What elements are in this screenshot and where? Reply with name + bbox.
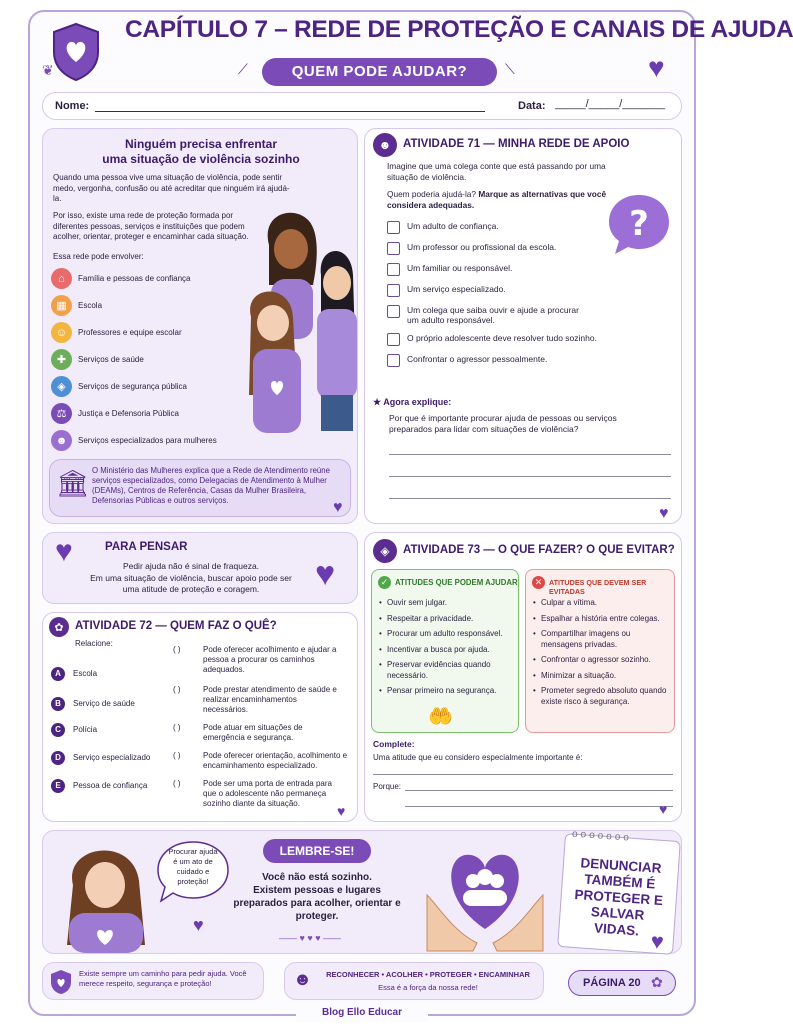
network-item-label: Serviços de segurança pública [78, 382, 187, 391]
good-list [378, 598, 514, 702]
house-icon: ⌂ [51, 268, 72, 289]
good-item: • Ouvir sem julgar. [378, 598, 514, 609]
network-item-label: Serviços especializados para mulheres [78, 436, 217, 445]
bad-item: • Confrontar o agressor sozinho. [532, 655, 672, 666]
good-item: • Pensar primeiro na segurança. [378, 686, 514, 697]
remember-line-1: Você não está sozinho. [262, 872, 372, 883]
check-icon: ✓ [378, 576, 391, 589]
option-label: Confrontar o agressor pessoalmente. [407, 354, 548, 364]
footer-mid-subtitle: Essa é a força da nossa rede! [378, 983, 478, 992]
option-label: O próprio adolescente deve resolver tudo sozinho. [407, 333, 597, 343]
bad-item: • Espalhar a história entre colegas. [532, 614, 672, 625]
shield-heart-icon [50, 22, 102, 82]
activity-73-title: ATIVIDADE 73 — O QUE FAZER? O QUE EVITAR? [403, 544, 675, 556]
spark-right-icon: ⟍ [505, 61, 515, 77]
match-description: Pode oferecer acolhimento e ajudar a pessoa a procurar os caminhos adequados. [203, 645, 337, 674]
intro-paragraph-1: Quando uma pessoa vive uma situação de violência, pode sentir medo, vergonha, confusão ou até acreditar que ninguém irá ajudá-la. [53, 173, 290, 203]
option-row[interactable] [387, 263, 602, 276]
why-answer-lines[interactable] [405, 777, 673, 807]
intro-title [43, 137, 359, 167]
notepad-note [557, 828, 681, 955]
option-row[interactable] [387, 333, 627, 346]
good-title: ATITUDES QUE PODEM AJUDAR [395, 578, 518, 587]
page-subtitle: QUEM PODE AJUDAR? [262, 58, 497, 86]
ministry-note [49, 459, 351, 517]
good-attitudes-box [371, 569, 519, 733]
activity-71-question [387, 189, 627, 210]
letter-badge: E [51, 779, 65, 793]
flower-icon: ✿ [651, 974, 663, 990]
heart-icon: ♥ [315, 555, 336, 593]
match-description: Pode atuar em situações de emergência e segurança. [203, 723, 303, 742]
match-blank[interactable]: ( ) [173, 645, 181, 654]
group-icon: ☻ [293, 969, 312, 989]
match-blank[interactable]: ( ) [173, 723, 181, 732]
group-icon: ☻ [51, 430, 72, 451]
explain-answer-lines[interactable] [389, 441, 671, 499]
spark-left-icon: ⟋ [238, 61, 248, 77]
complete-label: Complete: [373, 739, 415, 749]
network-item-label: Professores e equipe escolar [78, 328, 182, 337]
match-description: Pode oferecer orientação, acolhimento e encaminhamento especializado. [203, 751, 348, 770]
think-line-2: Em uma situação de violência, buscar apoio pode ser uma atitude de proteção e coragem. [90, 572, 292, 594]
teacher-icon: ☺ [51, 322, 72, 343]
good-item: • Respeitar a privacidade. [378, 614, 514, 625]
heart-icon: ♥ [649, 928, 665, 955]
footer-mid-card [284, 962, 544, 1000]
network-item-label: Justiça e Defensoria Pública [78, 409, 179, 418]
remember-text [231, 871, 403, 923]
close-icon: ✕ [532, 576, 545, 589]
letter-badge: A [51, 667, 65, 681]
activity-71-title: ATIVIDADE 71 — MINHA REDE DE APOIO [403, 138, 630, 150]
page-title: CAPÍTULO 7 – REDE DE PROTEÇÃO E CANAIS DE AJUDA [125, 16, 793, 43]
bad-attitudes-box [525, 569, 675, 733]
remember-title: LEMBRE-SE! [263, 839, 371, 863]
bad-list [532, 598, 672, 712]
explain-heading [373, 397, 451, 408]
match-blank[interactable]: ( ) [173, 751, 181, 760]
complete-answer-line[interactable] [373, 761, 673, 775]
notepad-text: DENUNCIAR TAMBÉM É PROTEGER E SALVAR VIDAS. [574, 855, 664, 939]
checkbox[interactable] [387, 242, 400, 255]
question-prefix: Quem poderia ajudá-la? [387, 189, 477, 199]
spiral-binding-icon: ooooooo [571, 828, 633, 844]
letter-badge: C [51, 723, 65, 737]
intro-paragraph-2: Por isso, existe uma rede de proteção formada por diferentes pessoas, serviços e instituições que podem acolher, orientar, proteger e encaminhar cada situação. [53, 211, 249, 241]
good-item: • Incentivar a busca por ajuda. [378, 645, 514, 656]
option-row[interactable] [387, 221, 597, 234]
bad-item: • Culpar a vítima. [532, 598, 672, 609]
checkbox[interactable] [387, 284, 400, 297]
option-label: Um serviço especializado. [407, 284, 506, 294]
think-title: PARA PENSAR [105, 541, 188, 553]
checkbox[interactable] [387, 305, 400, 318]
option-label: Um colega que saiba ouvir e ajude a procurar um adulto responsável. [407, 305, 579, 325]
activity-72-title: ATIVIDADE 72 — QUEM FAZ O QUÊ? [75, 620, 277, 632]
hands-holding-heart-illustration [423, 835, 547, 953]
support-options [387, 221, 602, 375]
good-item: • Procurar um adulto responsável. [378, 629, 514, 640]
name-field[interactable] [95, 111, 485, 112]
checkbox[interactable] [387, 333, 400, 346]
match-blank[interactable]: ( ) [173, 685, 181, 694]
girl-pointing-illustration [53, 835, 163, 953]
heart-icon: ♥ [55, 535, 73, 568]
option-row[interactable] [387, 242, 602, 255]
date-field[interactable]: _____/_____/_______ [555, 98, 666, 110]
network-item-label: Família e pessoas de confiança [78, 274, 191, 283]
think-text [81, 561, 301, 596]
checkbox[interactable] [387, 221, 400, 234]
explain-label: Agora explique: [383, 397, 452, 407]
match-left-label: Escola [73, 669, 98, 678]
option-label: Um professor ou profissional da escola. [407, 242, 557, 252]
network-item-label: Escola [78, 301, 103, 310]
bad-item: • Minimizar a situação. [532, 671, 672, 682]
why-label: Porque: [373, 782, 402, 791]
network-item-label: Serviços de saúde [78, 355, 144, 364]
option-row[interactable] [387, 354, 602, 367]
match-left-label: Polícia [73, 725, 98, 734]
option-label: Um familiar ou responsável. [407, 263, 513, 273]
match-left-label: Serviço de saúde [73, 699, 135, 708]
activity-71-card [364, 128, 682, 524]
good-item: • Preservar evidências quando necessário. [378, 660, 514, 681]
gear-badge-icon: ✿ [49, 617, 69, 637]
intro-title-line2: uma situação de violência sozinho [102, 152, 300, 166]
heart-icon: ♥ [648, 52, 665, 83]
intro-title-line1: Ninguém precisa enfrentar [124, 137, 278, 151]
star-icon: ★ [373, 397, 382, 407]
school-icon: ▦ [51, 295, 72, 316]
letter-badge: B [51, 697, 65, 711]
svg-text:?: ? [629, 204, 649, 244]
remember-banner [42, 830, 682, 954]
shield-icon: ◈ [51, 376, 72, 397]
date-label: Data: [518, 100, 546, 112]
activity-73-card [364, 532, 682, 822]
shield-heart-icon [49, 969, 73, 995]
activity-72-card [42, 612, 358, 822]
heart-icon: ♥ [659, 505, 669, 522]
footer-left-text: Existe sempre um caminho para pedir ajuda. Você merece respeito, segurança e proteção! [79, 969, 247, 988]
name-date-bar [42, 92, 682, 120]
bad-item: • Compartilhar imagens ou mensagens privadas. [532, 629, 672, 650]
ministry-text: O Ministério das Mulheres explica que a Rede de Atendimento reúne serviços especializados, como Delegacias de Atendimento à Mulher (DEAMs), Centros de Referência, Casas da Mulher Brasileira, Defensorias Públicas e outros serviços. [92, 466, 330, 505]
activity-71-intro: Imagine que uma colega conte que está passando por uma situação de violência. [387, 161, 606, 182]
question-bold: Marque as alternativas que você considera adequadas. [387, 189, 607, 210]
letter-badge: D [51, 751, 65, 765]
bad-title: ATITUDES QUE DEVEM SER EVITADAS [549, 578, 647, 596]
complete-question: Uma atitude que eu considero especialmente importante é: [373, 753, 583, 762]
hands-heart-icon: 🤲 [428, 706, 453, 728]
group-badge-icon: ☻ [373, 133, 397, 157]
footer-left-card [42, 962, 264, 1000]
laurel-left-icon: ❦ [42, 62, 54, 78]
page-number-badge [568, 970, 676, 996]
health-kit-icon: ✚ [51, 349, 72, 370]
explain-question: Por que é importante procurar ajuda de pessoas ou serviços preparados para lidar com situações de violência? [389, 413, 617, 434]
think-line-1: Pedir ajuda não é sinal de fraqueza. [122, 561, 260, 571]
think-card [42, 532, 358, 604]
match-blank[interactable]: ( ) [173, 779, 181, 788]
intro-card [42, 128, 358, 524]
option-label: Um adulto de confiança. [407, 221, 499, 231]
activity-72-instruction: Relacione: [75, 639, 113, 648]
heart-icon: ♥ [659, 801, 668, 817]
option-row[interactable] [387, 284, 602, 297]
option-row[interactable] [387, 305, 587, 325]
match-left-label: Pessoa de confiança [73, 781, 148, 790]
match-left-label: Serviço especializado [73, 753, 151, 762]
match-description: Pode ser uma porta de entrada para que o adolescente não permaneça sozinho diante da situação. [203, 779, 332, 808]
heart-icon: ♥ [193, 915, 204, 935]
heart-icon: ♥ [337, 803, 346, 819]
shield-badge-icon: ◈ [373, 539, 397, 563]
footer-mid-title: RECONHECER • ACOLHER • PROTEGER • ENCAMINHAR [326, 970, 530, 979]
brand-footer: Blog Ello Educar [296, 1004, 428, 1022]
scale-icon: ⚖ [51, 403, 72, 424]
checkbox[interactable] [387, 263, 400, 276]
remember-line-2: Existem pessoas e lugares preparados para acolher, orientar e proteger. [233, 885, 401, 922]
heart-icon: ♥ [333, 499, 343, 516]
bad-item: • Prometer segredo absoluto quando existe risco à segurança. [532, 686, 672, 707]
building-icon: 🏛 [56, 468, 90, 498]
name-label: Nome: [55, 100, 90, 112]
hearts-divider-icon: —— ♥ ♥ ♥ —— [279, 933, 342, 943]
page-number: PÁGINA 20 [583, 977, 641, 989]
question-bubble-icon [605, 191, 673, 257]
checkbox[interactable] [387, 354, 400, 367]
speech-bubble-text: Procurar ajuda é um ato de cuidado e proteção! [168, 847, 218, 886]
match-description: Pode prestar atendimento de saúde e realizar encaminhamentos necessários. [203, 685, 337, 714]
intro-list-intro: Essa rede pode envolver: [53, 252, 144, 261]
three-girls-illustration [221, 205, 357, 433]
